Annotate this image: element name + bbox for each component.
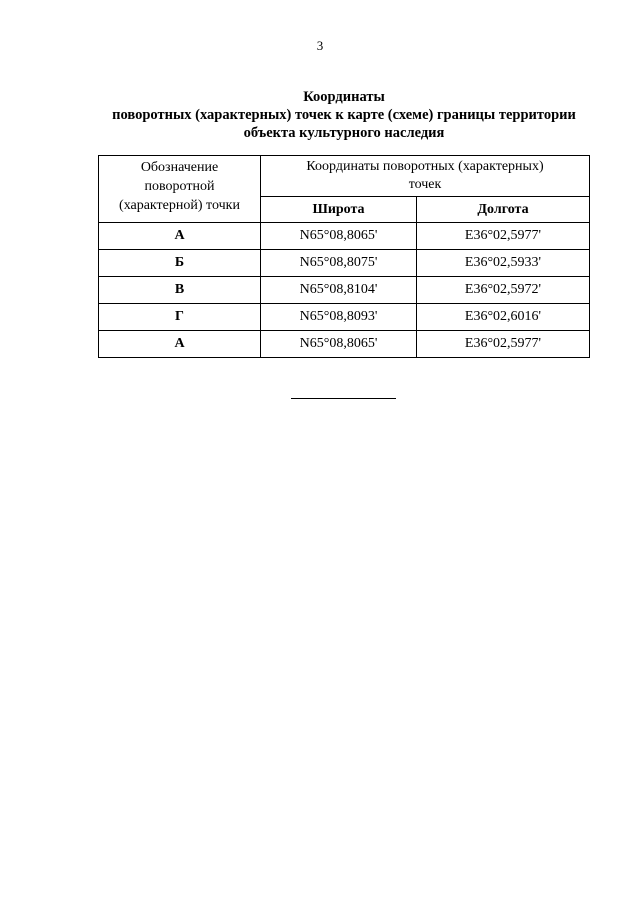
row-longitude: E36°02,5977' <box>417 331 590 358</box>
row-latitude: N65°08,8065' <box>261 331 417 358</box>
row-point: Б <box>99 250 261 277</box>
page-number: 3 <box>316 38 324 53</box>
end-of-document-line <box>291 398 396 399</box>
header-point-line-2: поворотной <box>144 179 215 194</box>
row-latitude: N65°08,8104' <box>261 277 417 304</box>
document-title <box>60 88 628 142</box>
header-point-line-3: (характерной) точки <box>119 198 240 213</box>
table-row <box>99 250 590 277</box>
title-line-3: объекта культурного наследия <box>243 125 445 141</box>
header-coords-line-2: точек <box>408 177 442 192</box>
row-longitude: E36°02,6016' <box>417 304 590 331</box>
row-point: Г <box>99 304 261 331</box>
header-coords-line-1: Координаты поворотных (характерных) <box>306 159 544 174</box>
header-longitude: Долгота <box>417 197 590 223</box>
header-latitude: Широта <box>261 197 417 223</box>
header-coordinates <box>261 156 590 197</box>
title-line-2: поворотных (характерных) точек к карте (схеме) границы территории <box>112 107 576 123</box>
header-point-designation <box>99 156 261 223</box>
row-latitude: N65°08,8075' <box>261 250 417 277</box>
row-longitude: E36°02,5977' <box>417 223 590 250</box>
table-row <box>99 331 590 358</box>
table-row <box>99 277 590 304</box>
row-point: А <box>99 331 261 358</box>
header-point-line-1: Обозначение <box>140 160 219 175</box>
row-latitude: N65°08,8065' <box>261 223 417 250</box>
table-row <box>99 223 590 250</box>
row-point: В <box>99 277 261 304</box>
coordinates-table <box>98 155 590 358</box>
row-point: А <box>99 223 261 250</box>
title-line-1: Координаты <box>303 89 385 105</box>
table-header-row <box>99 156 590 197</box>
row-longitude: E36°02,5972' <box>417 277 590 304</box>
row-longitude: E36°02,5933' <box>417 250 590 277</box>
table-row <box>99 304 590 331</box>
row-latitude: N65°08,8093' <box>261 304 417 331</box>
